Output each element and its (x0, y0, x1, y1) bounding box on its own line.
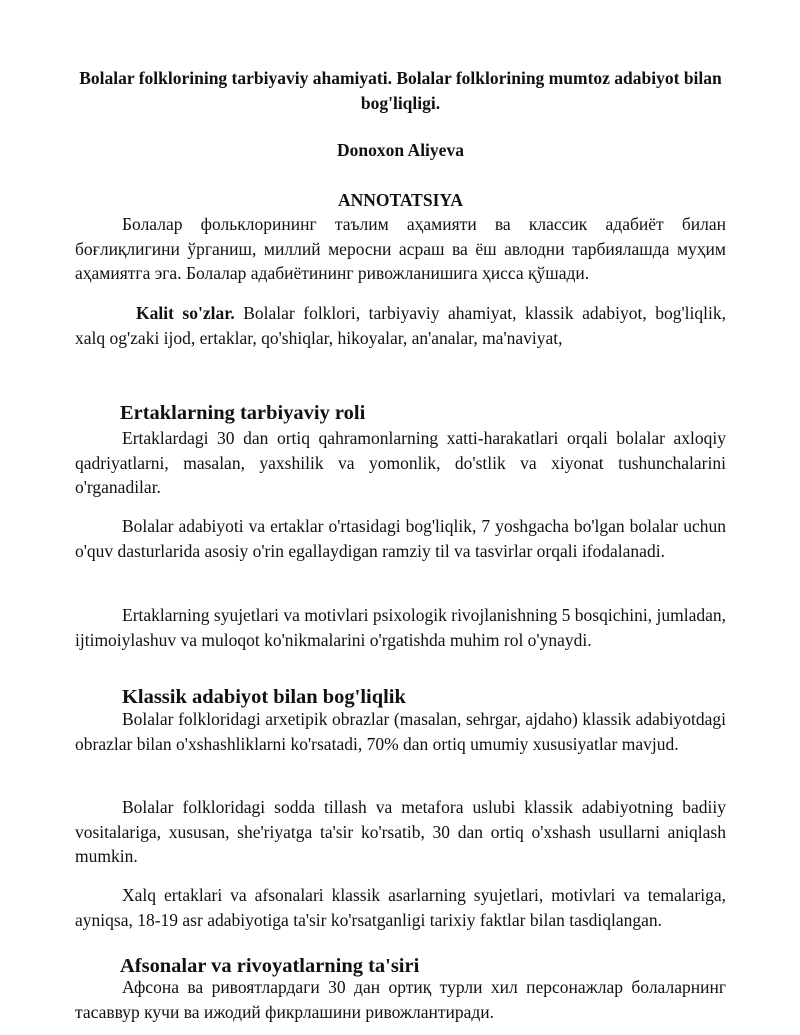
annotation-paragraph: Болалар фольклорининг таълим аҳамияти ва классик адабиёт билан боғлиқлигини ўрганиш, миллий меросни асраш ва ёш авлодни тарбиялашда муҳим аҳамиятга эга. Болалар адабиётининг ривожланишига ҳисса қўшади. (75, 214, 726, 283)
section-paragraph: Ertaklarning syujetlari va motivlari psixologik rivojlanishning 5 bosqichini, jumladan, ijtimoiylashuv va muloqot ko'nikmalarini o'rgatishda muhim rol o'ynaydi. (75, 605, 726, 650)
section-paragraph: Ertaklardagi 30 dan ortiq qahramonlarning xatti-harakatlari orqali bolalar axloqiy qadriyatlarni, masalan, yaxshilik va yomonlik, do'stlik va xiyonat tushunchalarini o'rganadilar. (75, 428, 726, 497)
keywords-label: Kalit so'zlar. (136, 303, 235, 323)
section-paragraph: Bolalar folkloridagi arxetipik obrazlar (masalan, sehrgar, ajdaho) klassik adabiyotdagi obrazlar bilan o'xshashliklarni ko'rsatadi, 70% dan ortiq umumiy xususiyatlar mavjud. (75, 709, 726, 754)
section-paragraph: Xalq ertaklari va afsonalari klassik asarlarning syujetlari, motivlari va temalariga, ayniqsa, 18-19 asr adabiyotiga ta'sir ko'rsatganligi tarixiy faktlar bilan tasdiqlangan. (75, 885, 726, 930)
author-name: Donoxon Aliyeva (337, 140, 464, 160)
section-paragraph: Bolalar adabiyoti va ertaklar o'rtasidagi bog'liqlik, 7 yoshgacha bo'lgan bolalar uchun o'quv dasturlarida asosiy o'rin egallaydigan ramziy til va tasvirlar orqali ifodalanadi. (75, 516, 726, 561)
section-paragraph: Bolalar folkloridagi sodda tillash va metafora uslubi klassik adabiyotning badiiy vositalariga, xususan, she'riyatga ta'sir ko'rsatib, 30 dan ortiq o'xshash usullarni aniqlash mumkin. (75, 797, 726, 866)
section-heading: Afsonalar va rivoyatlarning ta'siri (120, 955, 420, 977)
section-heading: Ertaklarning tarbiyaviy roli (120, 402, 366, 424)
section-paragraph: Афсона ва ривоятлардаги 30 дан ортиқ турли хил персонажлар болаларнинг тасаввур кучи ва ижодий фикрлашини ривожлантиради. (75, 977, 726, 1022)
document-title: Bolalar folklorining tarbiyaviy ahamiyati. Bolalar folklorining mumtoz adabiyot bilan bog'liqligi. (79, 68, 722, 113)
keywords-text: Bolalar folklori, tarbiyaviy ahamiyat, klassik adabiyot, bog'liqlik, xalq og'zaki ijod, ertaklar, qo'shiqlar, hikoyalar, an'analar, ma'naviyat, (75, 303, 726, 348)
keywords-paragraph (75, 301, 726, 350)
annotation-heading: ANNOTATSIYA (337, 190, 464, 210)
section-heading: Klassik adabiyot bilan bog'liqlik (122, 686, 406, 708)
